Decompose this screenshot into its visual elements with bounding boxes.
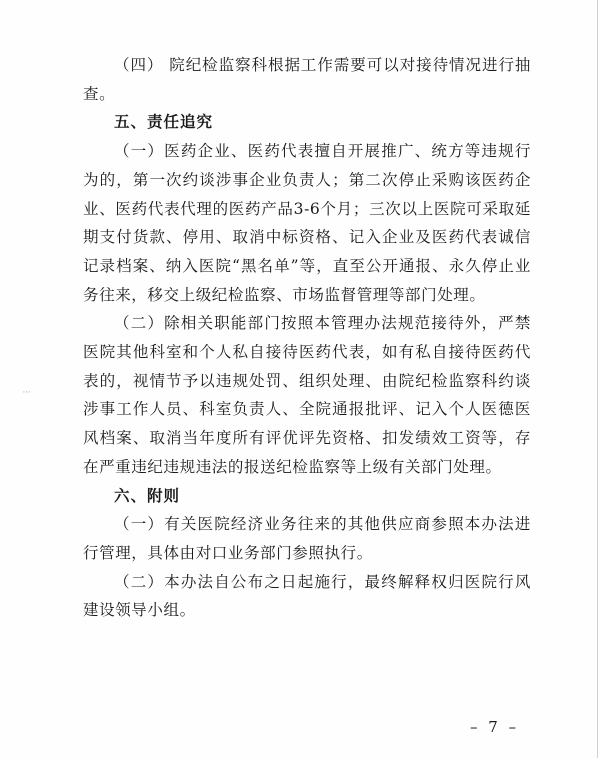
section-heading-supplementary: 六、附则 (114, 486, 181, 505)
paragraph-review-clause: （四） 院纪检监察科根据工作需要可以对接待情况进行抽查。 (83, 56, 531, 103)
section-heading-accountability: 五、责任追究 (114, 113, 214, 132)
paragraph-accountability-enterprise: （一）医药企业、医药代表擅自开展推广、统方等违规行为的，第一次约谈涉事企业负责人；第二次停止采购该医药企业、医药代表代理的医药产品3-6个月；三次以上医院可采取延期支付货款、停用、取消中标资格、记入企业及医药代表诚信记录档案、纳入医院“黑名单”等，直至公开通报、永久停止业务往来，移交上级纪检监察、市场监督管理等部门处理。 (83, 142, 531, 304)
paragraph-supplementary-effective: （二）本办法自公布之日起施行，最终解释权归医院行风建设领导小组。 (83, 572, 531, 620)
paragraph-accountability-staff: （二）除相关职能部门按照本管理办法规范接待外，严禁医院其他科室和个人私自接待医药代表，如有私自接待医药代表的，视情节予以违规处罚、组织处理、由院纪检监察科约谈涉事工作人员、科室负责人、全院通报批评、记入个人医德医风档案、取消当年度所有评优评先资格、扣发绩效工资等，存在严重违纪违规违法的报送纪检监察等上级有关部门处理。 (83, 314, 531, 476)
page-number: – 7 – (470, 718, 520, 736)
document-body (83, 51, 531, 625)
paragraph-supplementary-suppliers: （一）有关医院经济业务往来的其他供应商参照本办法进行管理，具体由对口业务部门参照执行。 (83, 515, 531, 562)
binding-margin-mark: ⋮ (22, 388, 31, 396)
